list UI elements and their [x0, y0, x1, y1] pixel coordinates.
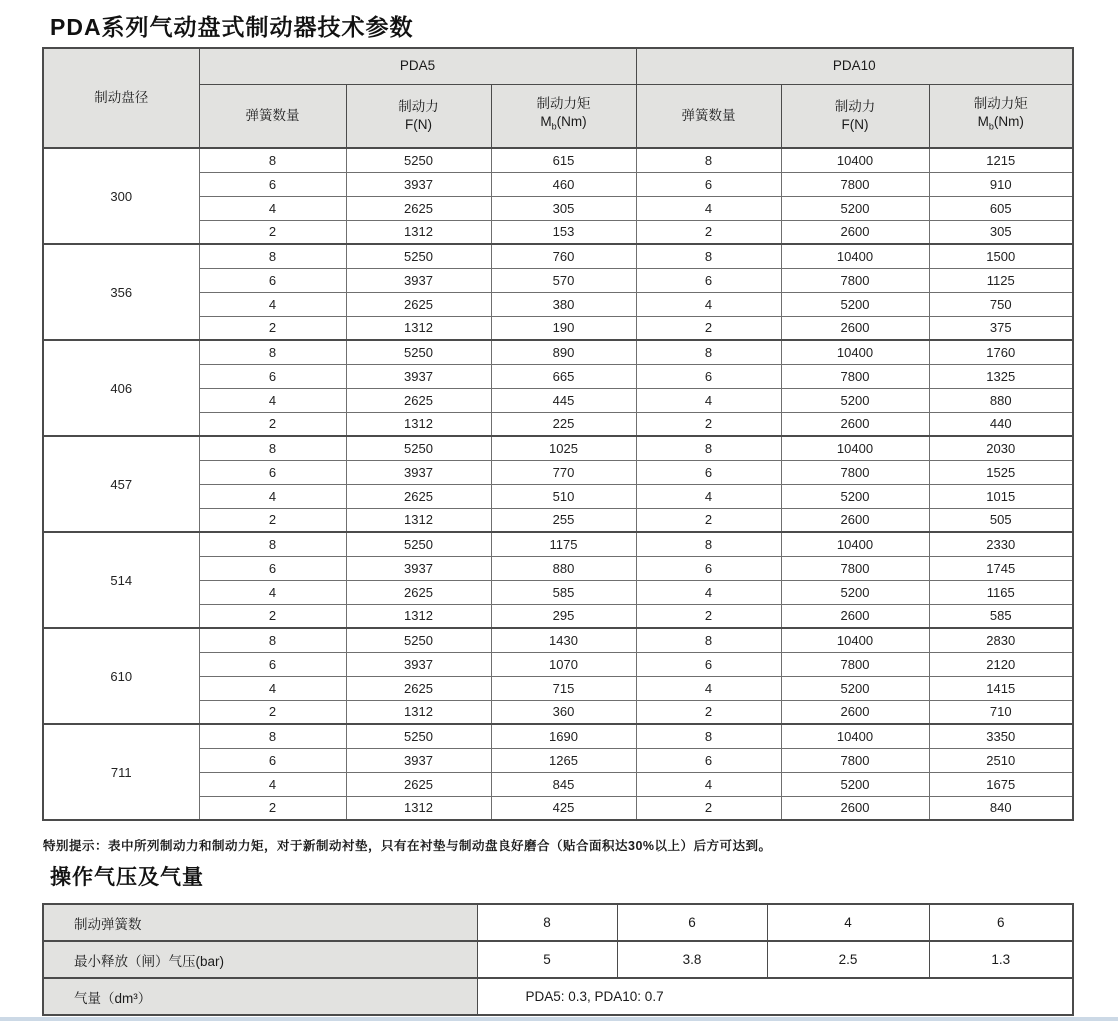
value-cell: 2625	[346, 196, 491, 220]
spec-table	[42, 47, 1074, 821]
value-cell: 2	[199, 508, 346, 532]
value-cell: 7800	[781, 172, 929, 196]
value-cell: 8	[199, 724, 346, 748]
value-cell: 8	[199, 628, 346, 652]
value-cell: 890	[491, 340, 636, 364]
value-cell: 4	[767, 904, 929, 941]
value-cell: 5200	[781, 484, 929, 508]
value-cell: 880	[491, 556, 636, 580]
value-cell: 1675	[929, 772, 1073, 796]
value-cell: 8	[199, 244, 346, 268]
value-cell: 4	[199, 676, 346, 700]
value-cell: 3937	[346, 556, 491, 580]
value-cell: 5200	[781, 772, 929, 796]
value-cell: 1312	[346, 700, 491, 724]
value-cell: 2	[636, 316, 781, 340]
value-cell: 2.5	[767, 941, 929, 978]
merged-value-cell: PDA5: 0.3, PDA10: 0.7	[477, 978, 1073, 1015]
value-cell: 2120	[929, 652, 1073, 676]
value-cell: 445	[491, 388, 636, 412]
table-row	[43, 532, 1073, 556]
col-header-torque-pda5: 制动力矩 $M_b(Nm)$	[491, 84, 636, 148]
value-cell: 6	[199, 268, 346, 292]
value-cell: 1215	[929, 148, 1073, 172]
table-row	[43, 340, 1073, 364]
value-cell: 2	[199, 412, 346, 436]
value-cell: 5250	[346, 340, 491, 364]
value-cell: 2625	[346, 676, 491, 700]
value-cell: 5	[477, 941, 617, 978]
value-cell: 10400	[781, 628, 929, 652]
table-row	[43, 244, 1073, 268]
value-cell: 5250	[346, 148, 491, 172]
value-cell: 770	[491, 460, 636, 484]
value-cell: 1760	[929, 340, 1073, 364]
disc-diameter-cell: 457	[43, 436, 199, 532]
value-cell: 2	[636, 508, 781, 532]
row-label-cell: 最小释放（闸）气压(bar)	[43, 941, 477, 978]
value-cell: 1312	[346, 796, 491, 820]
value-cell: 665	[491, 364, 636, 388]
value-cell: 7800	[781, 268, 929, 292]
value-cell: 840	[929, 796, 1073, 820]
value-cell: 2	[199, 700, 346, 724]
value-cell: 615	[491, 148, 636, 172]
value-cell: 845	[491, 772, 636, 796]
value-cell: 910	[929, 172, 1073, 196]
value-cell: 305	[491, 196, 636, 220]
value-cell: 2625	[346, 292, 491, 316]
value-cell: 2600	[781, 700, 929, 724]
value-cell: 10400	[781, 532, 929, 556]
value-cell: 760	[491, 244, 636, 268]
value-cell: 6	[636, 460, 781, 484]
value-cell: 2	[636, 796, 781, 820]
value-cell: 153	[491, 220, 636, 244]
value-cell: 3937	[346, 172, 491, 196]
value-cell: 1070	[491, 652, 636, 676]
value-cell: 380	[491, 292, 636, 316]
value-cell: 2	[199, 220, 346, 244]
value-cell: 880	[929, 388, 1073, 412]
value-cell: 6	[636, 172, 781, 196]
value-cell: 3.8	[617, 941, 767, 978]
value-cell: 2030	[929, 436, 1073, 460]
table-row	[43, 148, 1073, 172]
value-cell: 8	[636, 436, 781, 460]
value-cell: 7800	[781, 556, 929, 580]
value-cell: 1175	[491, 532, 636, 556]
value-cell: 4	[636, 196, 781, 220]
col-header-disc-diameter: 制动盘径	[43, 48, 199, 148]
value-cell: 1312	[346, 220, 491, 244]
value-cell: 8	[199, 436, 346, 460]
group-header-pda10: PDA10	[636, 48, 1073, 84]
value-cell: 1312	[346, 508, 491, 532]
value-cell: 1312	[346, 412, 491, 436]
value-cell: 460	[491, 172, 636, 196]
value-cell: 3937	[346, 268, 491, 292]
value-cell: 5200	[781, 292, 929, 316]
value-cell: 710	[929, 700, 1073, 724]
value-cell: 3937	[346, 460, 491, 484]
value-cell: 4	[636, 388, 781, 412]
value-cell: 1312	[346, 316, 491, 340]
col-header-springs-pda5: 弹簧数量	[199, 84, 346, 148]
value-cell: 4	[199, 388, 346, 412]
table-row	[43, 628, 1073, 652]
value-cell: 1165	[929, 580, 1073, 604]
value-cell: 2	[199, 796, 346, 820]
spec-table-header	[43, 48, 1073, 148]
value-cell: 2	[636, 700, 781, 724]
value-cell: 2600	[781, 316, 929, 340]
value-cell: 1690	[491, 724, 636, 748]
value-cell: 3937	[346, 364, 491, 388]
value-cell: 2600	[781, 508, 929, 532]
value-cell: 6	[636, 556, 781, 580]
spec-table-body	[43, 148, 1073, 820]
value-cell: 6	[636, 268, 781, 292]
value-cell: 4	[199, 292, 346, 316]
value-cell: 2830	[929, 628, 1073, 652]
value-cell: 1430	[491, 628, 636, 652]
value-cell: 7800	[781, 652, 929, 676]
value-cell: 4	[636, 484, 781, 508]
value-cell: 2510	[929, 748, 1073, 772]
value-cell: 6	[636, 652, 781, 676]
value-cell: 1.3	[929, 941, 1073, 978]
disc-diameter-cell: 610	[43, 628, 199, 724]
value-cell: 2600	[781, 796, 929, 820]
value-cell: 295	[491, 604, 636, 628]
table-row	[43, 436, 1073, 460]
pressure-table-body	[43, 904, 1073, 1015]
value-cell: 6	[199, 556, 346, 580]
value-cell: 570	[491, 268, 636, 292]
value-cell: 6	[636, 748, 781, 772]
value-cell: 8	[199, 148, 346, 172]
value-cell: 2600	[781, 412, 929, 436]
value-cell: 2600	[781, 220, 929, 244]
col-header-torque-pda10: 制动力矩 $M_b(Nm)$	[929, 84, 1073, 148]
value-cell: 8	[636, 724, 781, 748]
value-cell: 8	[477, 904, 617, 941]
value-cell: 2600	[781, 604, 929, 628]
value-cell: 2625	[346, 580, 491, 604]
value-cell: 6	[199, 460, 346, 484]
value-cell: 4	[199, 772, 346, 796]
value-cell: 605	[929, 196, 1073, 220]
page-title: PDA系列气动盘式制动器技术参数	[50, 14, 414, 40]
value-cell: 1325	[929, 364, 1073, 388]
value-cell: 8	[636, 148, 781, 172]
value-cell: 4	[199, 580, 346, 604]
value-cell: 7800	[781, 460, 929, 484]
value-cell: 4	[199, 484, 346, 508]
value-cell: 3937	[346, 748, 491, 772]
page-bottom-rule	[0, 1017, 1118, 1021]
disc-diameter-cell: 406	[43, 340, 199, 436]
value-cell: 4	[636, 772, 781, 796]
value-cell: 510	[491, 484, 636, 508]
value-cell: 1745	[929, 556, 1073, 580]
value-cell: 6	[929, 904, 1073, 941]
table-row	[43, 978, 1073, 1015]
value-cell: 505	[929, 508, 1073, 532]
value-cell: 2625	[346, 772, 491, 796]
value-cell: 10400	[781, 244, 929, 268]
value-cell: 1265	[491, 748, 636, 772]
value-cell: 440	[929, 412, 1073, 436]
value-cell: 5250	[346, 244, 491, 268]
value-cell: 8	[636, 532, 781, 556]
value-cell: 6	[199, 652, 346, 676]
value-cell: 1415	[929, 676, 1073, 700]
value-cell: 5200	[781, 196, 929, 220]
value-cell: 6	[199, 364, 346, 388]
value-cell: 6	[199, 172, 346, 196]
value-cell: 8	[636, 340, 781, 364]
pressure-section-title: 操作气压及气量	[50, 866, 204, 889]
value-cell: 2	[636, 412, 781, 436]
value-cell: 4	[636, 676, 781, 700]
disc-diameter-cell: 514	[43, 532, 199, 628]
value-cell: 4	[636, 580, 781, 604]
value-cell: 5200	[781, 580, 929, 604]
value-cell: 7800	[781, 364, 929, 388]
value-cell: 5200	[781, 676, 929, 700]
value-cell: 305	[929, 220, 1073, 244]
value-cell: 2625	[346, 388, 491, 412]
value-cell: 7800	[781, 748, 929, 772]
value-cell: 585	[491, 580, 636, 604]
value-cell: 8	[199, 340, 346, 364]
row-label-cell: 制动弹簧数	[43, 904, 477, 941]
value-cell: 3937	[346, 652, 491, 676]
table-row	[43, 724, 1073, 748]
value-cell: 715	[491, 676, 636, 700]
value-cell: 360	[491, 700, 636, 724]
value-cell: 5250	[346, 532, 491, 556]
value-cell: 1025	[491, 436, 636, 460]
disc-diameter-cell: 356	[43, 244, 199, 340]
value-cell: 1125	[929, 268, 1073, 292]
value-cell: 2625	[346, 484, 491, 508]
col-header-force-pda5: 制动力 F(N)	[346, 84, 491, 148]
value-cell: 8	[199, 532, 346, 556]
disc-diameter-cell: 300	[43, 148, 199, 244]
value-cell: 2	[199, 604, 346, 628]
value-cell: 190	[491, 316, 636, 340]
value-cell: 4	[636, 292, 781, 316]
value-cell: 6	[636, 364, 781, 388]
value-cell: 1015	[929, 484, 1073, 508]
value-cell: 4	[199, 196, 346, 220]
value-cell: 225	[491, 412, 636, 436]
table-row	[43, 904, 1073, 941]
value-cell: 3350	[929, 724, 1073, 748]
value-cell: 1525	[929, 460, 1073, 484]
row-label-cell: 气量（dm³）	[43, 978, 477, 1015]
col-header-springs-pda10: 弹簧数量	[636, 84, 781, 148]
pressure-table	[42, 903, 1074, 1016]
value-cell: 255	[491, 508, 636, 532]
col-header-force-pda10: 制动力 F(N)	[781, 84, 929, 148]
value-cell: 10400	[781, 724, 929, 748]
value-cell: 5250	[346, 724, 491, 748]
value-cell: 2	[199, 316, 346, 340]
group-header-pda5: PDA5	[199, 48, 636, 84]
value-cell: 8	[636, 244, 781, 268]
value-cell: 375	[929, 316, 1073, 340]
value-cell: 10400	[781, 340, 929, 364]
value-cell: 2330	[929, 532, 1073, 556]
value-cell: 1312	[346, 604, 491, 628]
value-cell: 2	[636, 220, 781, 244]
table-row	[43, 941, 1073, 978]
value-cell: 10400	[781, 436, 929, 460]
value-cell: 1500	[929, 244, 1073, 268]
value-cell: 5250	[346, 628, 491, 652]
value-cell: 5250	[346, 436, 491, 460]
special-note: 特别提示：表中所列制动力和制动力矩，对于新制动衬垫，只有在衬垫与制动盘良好磨合（贴合面积达30%以上）后方可达到。	[43, 839, 772, 853]
value-cell: 585	[929, 604, 1073, 628]
value-cell: 425	[491, 796, 636, 820]
value-cell: 6	[199, 748, 346, 772]
value-cell: 8	[636, 628, 781, 652]
value-cell: 5200	[781, 388, 929, 412]
value-cell: 2	[636, 604, 781, 628]
value-cell: 750	[929, 292, 1073, 316]
value-cell: 6	[617, 904, 767, 941]
value-cell: 10400	[781, 148, 929, 172]
disc-diameter-cell: 711	[43, 724, 199, 820]
